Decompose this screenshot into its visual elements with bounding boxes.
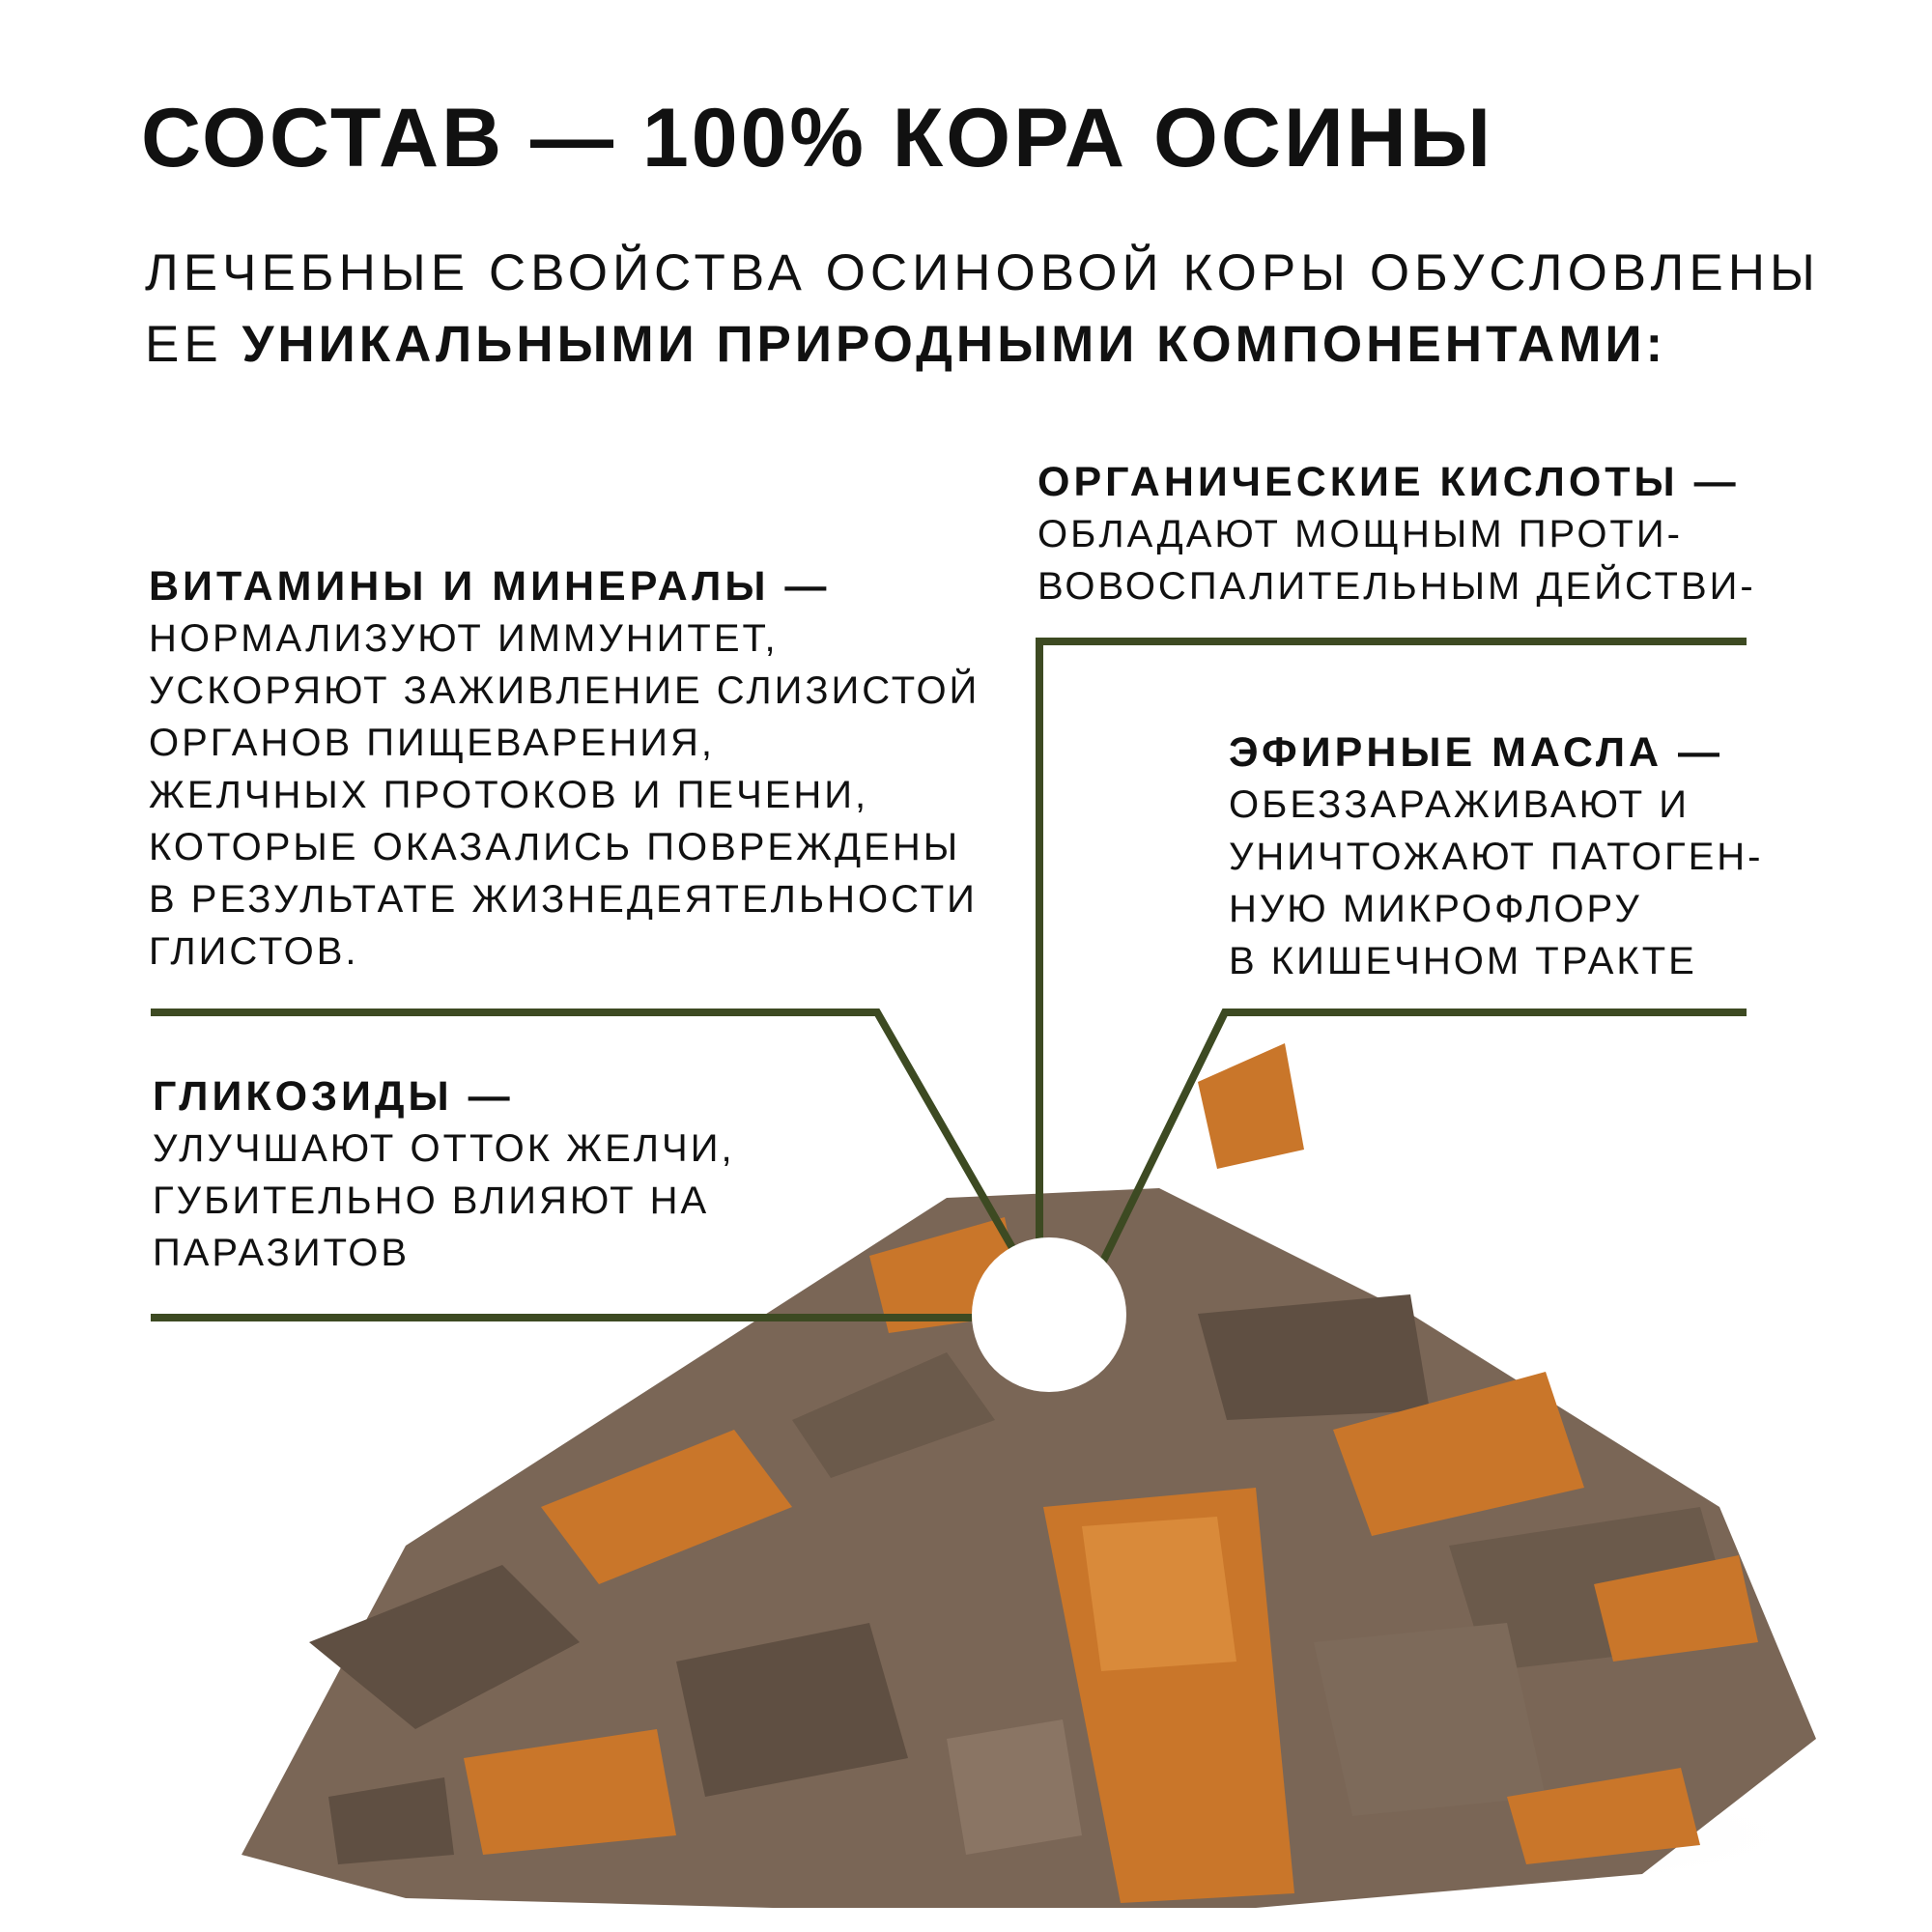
page-title: СОСТАВ — 100% КОРА ОСИНЫ [141,92,1494,185]
text-line: НОРМАЛИЗУЮТ ИММУНИТЕТ, [149,617,779,660]
text-line: ГЛИСТОВ. [149,930,359,973]
text-line: НУЮ МИКРОФЛОРУ [1229,888,1642,930]
text-line: ЖЕЛЧНЫХ ПРОТОКОВ И ПЕЧЕНИ, [149,774,869,816]
intro-line-2-plain: ЕЕ [145,316,223,373]
text-line: ПАРАЗИТОВ [153,1232,411,1274]
component-organic-acids-title: ОРГАНИЧЕСКИЕ КИСЛОТЫ — [1037,459,1740,505]
component-essential-oils-text [1229,779,1764,987]
component-essential-oils [1229,726,1764,987]
component-vitamins-title: ВИТАМИНЫ И МИНЕРАЛЫ — [149,563,831,610]
text-line: ОБЕЗЗАРАЖИВАЮТ И [1229,783,1690,826]
intro-line-1: ЛЕЧЕБНЫЕ СВОЙСТВА ОСИНОВОЙ КОРЫ ОБУСЛОВЛЕНЫ [145,244,1820,301]
component-organic-acids-text [1037,508,1756,612]
text-line: УНИЧТОЖАЮТ ПАТОГЕН- [1229,836,1764,878]
intro-line-2-bold: УНИКАЛЬНЫМИ ПРИРОДНЫМИ КОМПОНЕНТАМИ: [242,316,1667,373]
component-organic-acids [1037,456,1756,612]
text-line: КОТОРЫЕ ОКАЗАЛИСЬ ПОВРЕЖДЕНЫ [149,826,961,868]
text-line: ГУБИТЕЛЬНО ВЛИЯЮТ НА [153,1179,710,1222]
text-line: В КИШЕЧНОМ ТРАКТЕ [1229,940,1697,982]
text-line: УСКОРЯЮТ ЗАЖИВЛЕНИЕ СЛИЗИСТОЙ [149,669,980,712]
component-vitamins [149,560,980,978]
component-glycosides [153,1070,735,1279]
component-essential-oils-title: ЭФИРНЫЕ МАСЛА — [1229,729,1724,776]
text-line: УЛУЧШАЮТ ОТТОК ЖЕЛЧИ, [153,1127,735,1170]
text-line: ОБЛАДАЮТ МОЩНЫМ ПРОТИ- [1037,513,1683,555]
center-marker [972,1237,1126,1392]
text-line: ОРГАНОВ ПИЩЕВАРЕНИЯ, [149,722,715,764]
text-line: В РЕЗУЛЬТАТЕ ЖИЗНЕДЕЯТЕЛЬНОСТИ [149,878,978,921]
component-glycosides-text [153,1122,735,1279]
component-glycosides-title: ГЛИКОЗИДЫ — [153,1073,514,1120]
text-line: ВОВОСПАЛИТЕЛЬНЫМ ДЕЙСТВИ- [1037,565,1756,608]
component-vitamins-text [149,612,980,978]
